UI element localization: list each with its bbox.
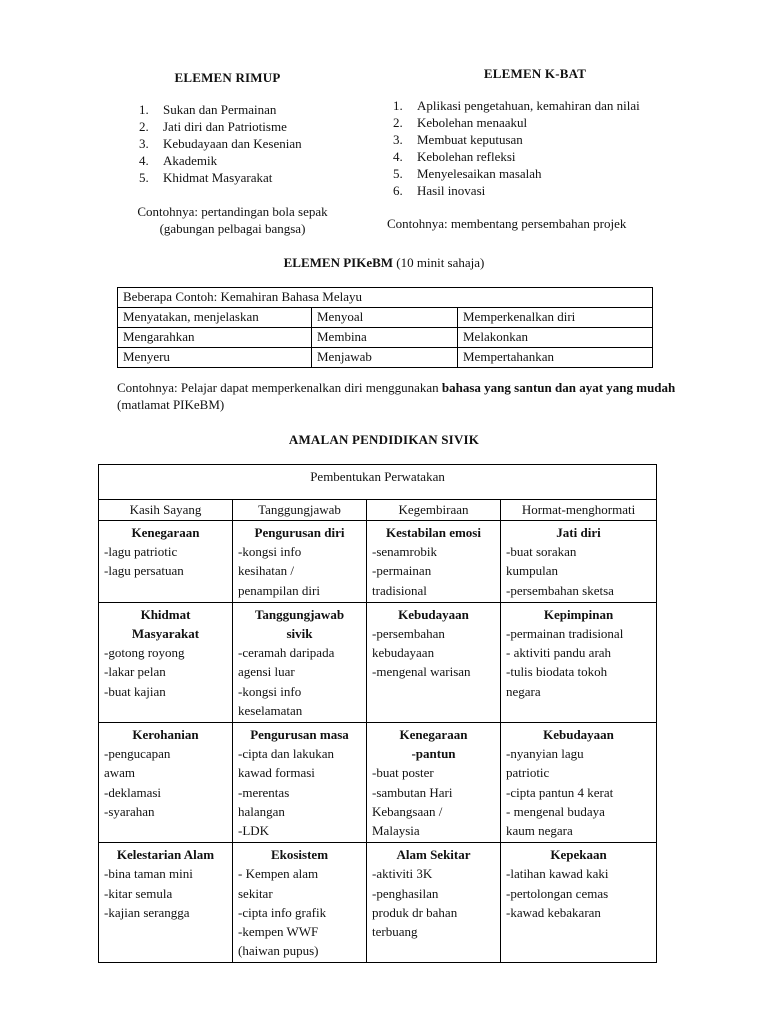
pikebm-title: ELEMEN PIKeBM [283,255,394,270]
rimup-heading: ELEMEN RIMUP [174,70,281,85]
list-item [139,136,302,153]
pikebm-table [117,287,653,368]
cell-item: -persembahan sketsa [506,582,614,598]
table-cell: Memperkenalkan diri [458,308,653,328]
cell-item: sekitar [238,885,273,901]
list-item [393,132,640,149]
cell-item: -kitar semula [104,885,173,901]
table-cell [99,843,233,963]
cell-item: -penghasilan [372,885,439,901]
table-cell [501,521,657,603]
cell-item: -kempen WWF [238,924,319,940]
cell-item: - aktiviti pandu arah [506,645,612,661]
cell-item: -latihan kawad kaki [506,866,609,882]
cell-title: Kerohanian [132,727,199,743]
pikebm-heading [0,255,768,272]
column-header: Kegembiraan [367,500,501,521]
cell-item: -sambutan Hari [372,784,453,800]
cell-item: -LDK [238,823,270,839]
table-cell [367,843,501,963]
cell-item: -cipta dan lakukan [238,746,335,762]
list-item [139,102,302,119]
cell-item: patriotic [506,765,550,781]
cell-item: -kajian serangga [104,904,190,920]
cell-item: Malaysia [372,823,420,839]
cell-item: -permainan [372,563,432,579]
table-cell [99,723,233,843]
cell-item: -permainan tradisional [506,626,624,642]
cell-title: Ekosistem [270,847,329,863]
list-number: 3. [139,136,149,151]
cell-item: -mengenal warisan [372,664,471,680]
cell-title: Kelestarian Alam [116,847,215,863]
cell-item: -persembahan [372,626,445,642]
table-cell [99,521,233,603]
cell-item: -lagu patriotic [104,544,178,560]
cell-item: -lakar pelan [104,664,166,680]
rimup-example [100,204,365,237]
cell-title: Khidmat [140,606,191,622]
list-item [393,166,640,183]
list-item [393,149,640,166]
list-item [139,170,302,187]
table-row [99,521,657,603]
list-number: 5. [393,166,403,181]
cell-item: negara [506,683,541,699]
cell-item: -syarahan [104,803,155,819]
cell-item: -buat sorakan [506,544,577,560]
cell-item: -deklamasi [104,784,162,800]
cell-item: Kebangsaan / [372,803,443,819]
table-cell: Menjawab [312,348,458,368]
cell-title: Kepimpinan [543,606,614,622]
cell-item: -buat poster [372,765,434,781]
rimup-example-line: Contohnya: pertandingan bola sepak [137,204,328,219]
table-cell [367,521,501,603]
pikebm-example [117,380,677,413]
table-row [99,843,657,963]
list-number: 4. [139,153,149,168]
table-cell [233,521,367,603]
table-row [118,328,653,348]
cell-item: -cipta pantun 4 kerat [506,784,614,800]
table-row [118,288,653,308]
pikebm-title-note: (10 minit sahaja) [396,255,485,270]
cell-title: Jati diri [556,525,601,540]
rimup-list [139,102,302,187]
kbat-example: Contohnya: membentang persembahan projek [387,216,627,231]
cell-item: halangan [238,803,285,819]
list-text: Membuat keputusan [417,132,523,147]
cell-item: -aktiviti 3K [372,866,433,882]
list-text: Akademik [163,153,218,168]
table-cell [367,602,501,722]
table-cell [501,602,657,722]
cell-title: -pantun [411,746,456,762]
table-cell [501,843,657,963]
list-text: Sukan dan Permainan [163,102,277,117]
cell-item: -tulis biodata tokoh [506,664,608,680]
list-number: 3. [393,132,403,147]
table-cell: Mempertahankan [458,348,653,368]
cell-item: awam [104,765,136,781]
cell-item: produk dr bahan [372,904,458,920]
table-cell [233,602,367,722]
table-cell [233,843,367,963]
list-number: 6. [393,183,403,198]
cell-item: -kawad kebakaran [506,904,601,920]
table-cell [367,723,501,843]
table-row [99,723,657,843]
cell-title: Kebudayaan [543,727,614,743]
column-header: Kasih Sayang [99,500,233,521]
cell-item: tradisional [372,582,427,598]
cell-item: (haiwan pupus) [238,943,319,959]
cell-title: Kepekaan [550,847,607,863]
table-row [99,602,657,722]
cell-title: Pengurusan diri [254,525,345,540]
cell-item: -cipta info grafik [238,904,327,920]
list-text: Hasil inovasi [417,183,486,198]
cell-item: agensi luar [238,664,295,680]
list-number: 2. [393,115,403,130]
amalan-heading: AMALAN PENDIDIKAN SIVIK [288,432,480,447]
rimup-example-line: (gabungan pelbagai bangsa) [159,220,306,236]
cell-item: keselamatan [238,702,303,718]
cell-item: -senamrobik [372,544,437,560]
cell-title: Kestabilan emosi [386,525,481,540]
cell-title: Masyarakat [131,626,200,642]
cell-title: Kenegaraan [131,525,200,540]
table-cell: Menyoal [312,308,458,328]
list-text: Aplikasi pengetahuan, kemahiran dan nilai [417,98,640,113]
cell-item: penampilan diri [238,582,320,598]
pikebm-example-suffix: (matlamat PIKeBM) [117,396,225,412]
cell-item: -kongsi info [238,683,302,699]
cell-item: - mengenal budaya [506,803,605,819]
list-number: 5. [139,170,149,185]
cell-item: -pertolongan cemas [506,885,609,901]
cell-item: terbuang [372,924,418,940]
table-cell: Menyatakan, menjelaskan [118,308,312,328]
kbat-heading: ELEMEN K-BAT [483,66,587,81]
table-header-cell: Beberapa Contoh: Kemahiran Bahasa Melayu [118,288,653,308]
list-item [139,119,302,136]
cell-title: Alam Sekitar [396,847,471,863]
cell-item: -pengucapan [104,746,171,762]
list-text: Menyelesaikan masalah [417,166,542,181]
list-number: 4. [393,149,403,164]
cell-title: Kebudayaan [398,606,469,622]
table-cell: Membina [312,328,458,348]
cell-title: Pengurusan masa [250,727,349,743]
cell-title: Tanggungjawab [254,606,345,622]
cell-item: kebudayaan [372,645,435,661]
list-text: Kebolehan refleksi [417,149,516,164]
table-cell [99,602,233,722]
list-item [393,115,640,132]
cell-item: -ceramah daripada [238,645,335,661]
list-item [393,183,640,200]
list-text: Kebudayaan dan Kesenian [163,136,302,151]
list-item [393,98,640,115]
list-text: Khidmat Masyarakat [163,170,273,185]
cell-item: kaum negara [506,823,573,839]
cell-item: -merentas [238,784,290,800]
cell-item: -gotong royong [104,645,185,661]
table-cell: Mengarahkan [118,328,312,348]
table-row [99,465,657,500]
cell-item: -nyanyian lagu [506,746,584,762]
cell-item: -bina taman mini [104,866,193,882]
cell-item: kumpulan [506,563,558,579]
table-row [99,500,657,521]
table-title-cell: Pembentukan Perwatakan [99,465,657,500]
table-cell: Melakonkan [458,328,653,348]
kbat-list [393,98,640,200]
pikebm-example-bold: bahasa yang santun dan ayat yang mudah [441,380,676,395]
amalan-table [98,464,657,963]
cell-item: - Kempen alam [238,866,319,882]
cell-title: Kenegaraan [399,727,468,743]
cell-item: -buat kajian [104,683,166,699]
table-cell [501,723,657,843]
cell-item: -lagu persatuan [104,563,184,579]
column-header: Hormat-menghormati [501,500,657,521]
list-number: 1. [393,98,403,113]
list-text: Jati diri dan Patriotisme [163,119,287,134]
cell-item: kawad formasi [238,765,315,781]
cell-item: -kongsi info [238,544,302,560]
list-text: Kebolehan menaakul [417,115,528,130]
table-cell [233,723,367,843]
cell-item: kesihatan / [238,563,294,579]
pikebm-example-prefix: Contohnya: Pelajar dapat memperkenalkan diri menggunakan [117,380,442,395]
table-cell: Menyeru [118,348,312,368]
list-item [139,153,302,170]
column-header: Tanggungjawab [233,500,367,521]
table-row [118,348,653,368]
cell-title: sivik [286,626,313,642]
table-row [118,308,653,328]
list-number: 1. [139,102,149,117]
list-number: 2. [139,119,149,134]
